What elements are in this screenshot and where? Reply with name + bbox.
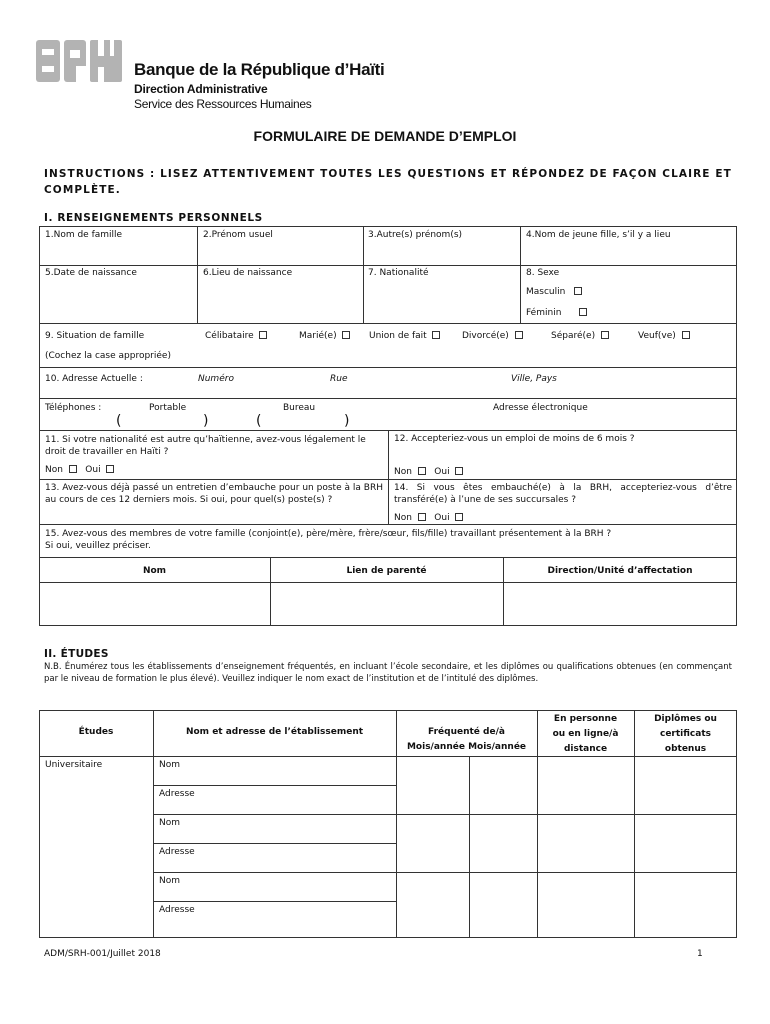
veuf-label: Veuf(ve)	[638, 331, 676, 341]
nom-jeune-fille-label: 4.Nom de jeune fille, s’il y a lieu	[526, 230, 671, 240]
marie-checkbox[interactable]	[342, 331, 350, 339]
feminin-checkbox[interactable]	[579, 308, 587, 316]
question-14: 14. Si vous êtes embauché(e) à la BRH, accepteriez-vous d’être transféré(e) à l’une de ses succursales ?	[394, 483, 732, 505]
celibataire-option[interactable]	[205, 331, 267, 341]
family-header-lien: Lien de parenté	[346, 566, 427, 576]
lieu-naissance-label: 6.Lieu de naissance	[203, 268, 293, 278]
header-diplomes-2: certificats	[659, 729, 711, 739]
form-title: FORMULAIRE DE DEMANDE D’EMPLOI	[253, 128, 517, 144]
row-3-nom: Nom	[159, 876, 181, 886]
portable-paren-close: )	[203, 413, 209, 429]
masculin-checkbox[interactable]	[574, 287, 582, 295]
portable-label: Portable	[149, 403, 187, 413]
q11-oui-label: Oui	[85, 465, 101, 475]
header-etablissement: Nom et adresse de l’établissement	[185, 727, 364, 737]
q11-non-checkbox[interactable]	[69, 465, 77, 473]
divorce-label: Divorcé(e)	[462, 331, 509, 341]
q11-oui-checkbox[interactable]	[106, 465, 114, 473]
section-studies-heading: II. ÉTUDES	[44, 648, 109, 660]
header-personne-1: En personne	[553, 714, 618, 724]
divorce-option[interactable]	[462, 331, 523, 341]
q14-non-checkbox[interactable]	[418, 513, 426, 521]
rue-label: Rue	[330, 374, 348, 384]
numero-label: Numéro	[198, 374, 234, 384]
header-diplomes-1: Diplômes ou	[654, 714, 717, 724]
header-frequente: Fréquenté de/à	[428, 727, 505, 737]
prenom-usuel-label: 2.Prénom usuel	[203, 230, 273, 240]
ville-label: Ville, Pays	[511, 374, 557, 384]
email-label: Adresse électronique	[493, 403, 588, 413]
nom-famille-label: 1.Nom de famille	[45, 230, 123, 240]
situation-label: 9. Situation de famille	[45, 331, 145, 341]
question-13: 13. Avez-vous déjà passé un entretien d’embauche pour un poste à la BRH au cours de ces 12 derniers mois. Si oui, pour quel(s) poste(s) ?	[45, 483, 383, 505]
question-12: 12. Accepteriez-vous un emploi de moins de 6 mois ?	[394, 434, 635, 444]
q12-options[interactable]	[394, 467, 463, 477]
portable-paren-open: (	[116, 413, 122, 429]
nationalite-label: 7. Nationalité	[368, 268, 429, 278]
question-15-precision: Si oui, veuillez préciser.	[45, 541, 151, 551]
question-11: 11. Si votre nationalité est autre qu’haïtienne, avez-vous légalement le droit de travailler en Haïti ?	[45, 435, 366, 457]
row-1-nom: Nom	[159, 760, 181, 770]
date-naissance-label: 5.Date de naissance	[45, 268, 137, 278]
celibataire-checkbox[interactable]	[259, 331, 267, 339]
q11-options[interactable]	[45, 465, 114, 475]
q14-oui-checkbox[interactable]	[455, 513, 463, 521]
q12-oui-checkbox[interactable]	[455, 467, 463, 475]
bureau-label: Bureau	[283, 403, 316, 413]
veuf-option[interactable]	[638, 331, 690, 341]
header-personne-3: distance	[563, 744, 608, 754]
row-3-adresse: Adresse	[159, 905, 195, 915]
footer-code: ADM/SRH-001/Juillet 2018	[44, 949, 161, 959]
separe-option[interactable]	[551, 331, 609, 341]
q14-options[interactable]	[394, 513, 463, 523]
q11-non-label: Non	[45, 465, 63, 475]
bureau-paren-open: (	[256, 413, 262, 429]
telephones-label: Téléphones :	[45, 403, 102, 413]
direction-name: Direction Administrative	[134, 82, 268, 96]
row-1-adresse: Adresse	[159, 789, 195, 799]
family-header-direction: Direction/Unité d’affectation	[547, 566, 693, 576]
adresse-label: 10. Adresse Actuelle :	[45, 374, 143, 384]
instructions: INSTRUCTIONS : LISEZ ATTENTIVEMENT TOUTES LES QUESTIONS ET RÉPONDEZ DE FAÇON CLAIRE ET COMPLÈTE.	[44, 168, 732, 196]
union-checkbox[interactable]	[432, 331, 440, 339]
separe-label: Séparé(e)	[551, 331, 596, 341]
marie-option[interactable]	[299, 331, 350, 341]
veuf-checkbox[interactable]	[682, 331, 690, 339]
marie-label: Marié(e)	[299, 331, 337, 341]
union-option[interactable]	[369, 331, 440, 341]
divorce-checkbox[interactable]	[515, 331, 523, 339]
q14-oui-label: Oui	[434, 513, 450, 523]
header-frequente-dates: Mois/année Mois/année	[406, 742, 527, 752]
bureau-paren-close: )	[344, 413, 350, 429]
feminin-label: Féminin	[526, 308, 562, 318]
row-2-nom: Nom	[159, 818, 181, 828]
celibataire-label: Célibataire	[205, 331, 254, 341]
row-2-adresse: Adresse	[159, 847, 195, 857]
cochez-note: (Cochez la case appropriée)	[45, 351, 171, 361]
sexe-label: 8. Sexe	[526, 268, 560, 278]
separe-checkbox[interactable]	[601, 331, 609, 339]
section-personal-heading: I. RENSEIGNEMENTS PERSONNELS	[44, 212, 263, 224]
q14-non-label: Non	[394, 513, 412, 523]
bank-name: Banque de la République d’Haïti	[134, 60, 385, 79]
header-diplomes-3: obtenus	[664, 744, 707, 754]
masculin-label: Masculin	[526, 287, 566, 297]
studies-note: N.B. Énumérez tous les établissements d’enseignement fréquentés, en incluant l’école secondaire, et les diplômes ou qualifications obtenues (en commençant par le niveau de formation le plus élevé). Veuillez indiquer le nom exact de l’institution et de l’intitulé des diplômes.	[44, 662, 732, 684]
level-universitaire: Universitaire	[45, 760, 103, 770]
service-name: Service des Ressources Humaines	[134, 97, 312, 111]
header-etudes: Études	[78, 727, 114, 737]
q12-oui-label: Oui	[434, 467, 450, 477]
q12-non-checkbox[interactable]	[418, 467, 426, 475]
page-number: 1	[697, 949, 703, 959]
union-label: Union de fait	[369, 331, 427, 341]
question-15: 15. Avez-vous des membres de votre famille (conjoint(e), père/mère, frère/sœur, fils/fille) travaillant présentement à la BRH ?	[45, 529, 612, 539]
feminin-option[interactable]	[526, 308, 587, 318]
family-header-nom: Nom	[142, 566, 167, 576]
q12-non-label: Non	[394, 467, 412, 477]
autres-prenoms-label: 3.Autre(s) prénom(s)	[368, 230, 463, 240]
header-personne-2: ou en ligne/à	[552, 729, 619, 739]
brh-logo	[36, 40, 122, 82]
masculin-option[interactable]	[526, 287, 582, 297]
